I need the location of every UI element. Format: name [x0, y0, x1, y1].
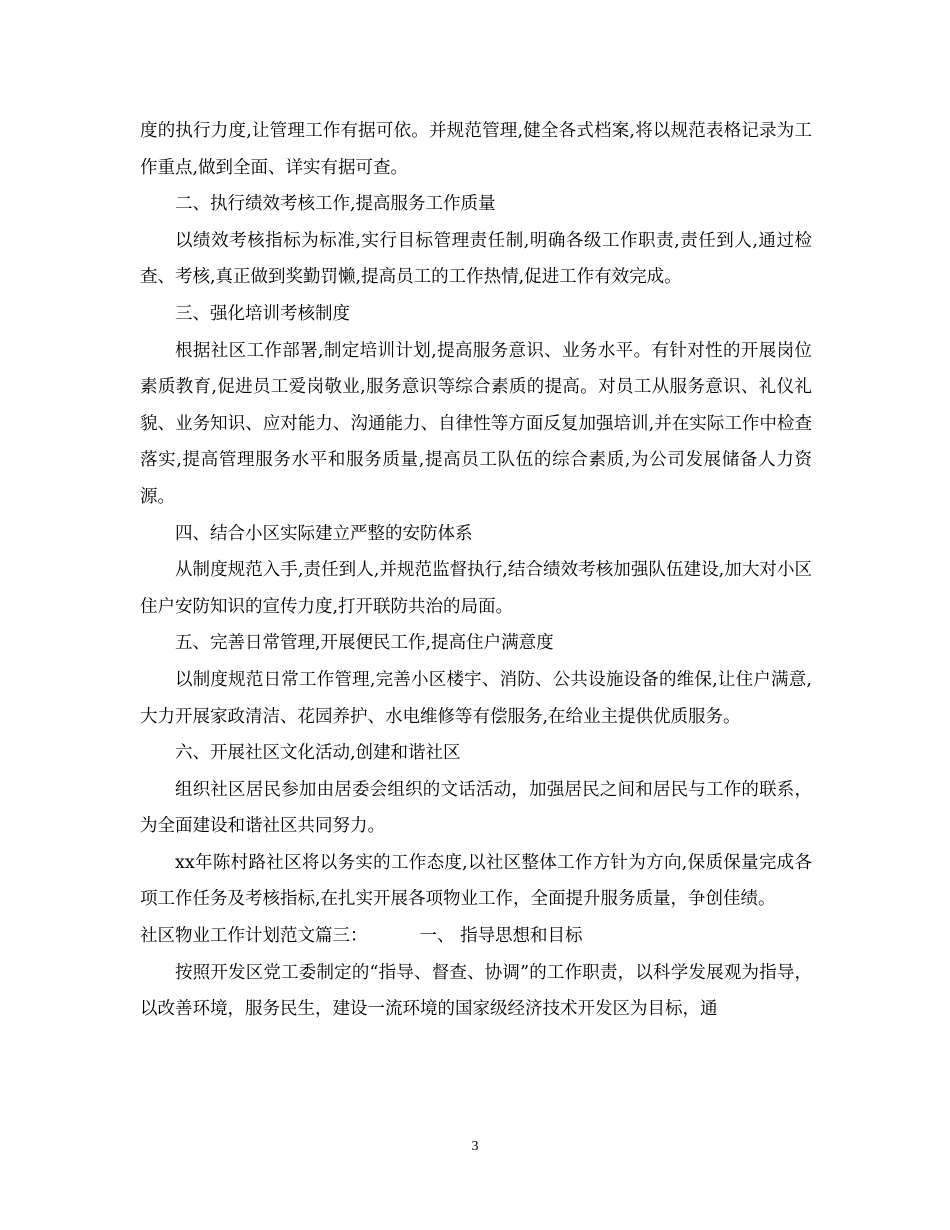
heading-section-4: 四、结合小区实际建立严整的安防体系 — [175, 523, 473, 544]
heading-section-5: 五、完善日常管理,开展便民工作,提高住户满意度 — [175, 633, 554, 654]
section-subheading: 一、 指导思想和目标 — [419, 926, 583, 947]
paragraph-continued: 度的执行力度,让管理工作有据可依。并规范管理,健全各式档案,将以规范表格记录为工作重点,做到全面、详实有据可查。 — [140, 121, 812, 178]
heading-section-3: 三、强化培训考核制度 — [175, 303, 350, 324]
paragraph-culture: 组织社区居民参加由居委会组织的文话活动，加强居民之间和居民与工作的联系，为全面建设和谐社区共同努力。 — [140, 779, 812, 837]
document-body — [140, 113, 812, 1028]
heading-section-2: 二、执行绩效考核工作,提高服务工作质量 — [175, 194, 496, 215]
heading-section-6: 六、开展社区文化活动,创建和谐社区 — [175, 743, 461, 764]
page-number: 3 — [471, 1139, 479, 1154]
paragraph-summary: xx年陈村路社区将以务实的工作态度,以社区整体工作方针为方向,保质保量完成各项工作任务及考核指标,在扎实开展各项物业工作，全面提升服务质量，争创佳绩。 — [140, 852, 812, 910]
paragraph-guiding-ideology: 按照开发区党工委制定的“指导、督查、协调”的工作职责，以科学发展观为指导，以改善环境，服务民生，建设一流环境的国家级经济技术开发区为目标，通 — [140, 962, 812, 1020]
paragraph-daily-management: 以制度规范日常工作管理,完善小区楼宇、消防、公共设施设备的维保,让住户满意,大力开展家政清洁、花园养护、水电维修等有偿服务,在给业主提供优质服务。 — [140, 669, 812, 727]
paragraph-security: 从制度规范入手,责任到人,并规范监督执行,结合绩效考核加强队伍建设,加大对小区住户安防知识的宣传力度,打开联防共治的局面。 — [140, 560, 812, 617]
paragraph-performance: 以绩效考核指标为标准,实行目标管理责任制,明确各级工作职责,责任到人,通过检查、考核,真正做到奖勤罚懒,提高员工的工作热情,促进工作有效完成。 — [140, 230, 812, 288]
section-title-line — [140, 918, 812, 955]
section-title: 社区物业工作计划范文篇三： — [140, 926, 368, 947]
paragraph-training: 根据社区工作部署,制定培训计划,提高服务意识、业务水平。有针对性的开展岗位素质教育,促进员工爱岗敬业,服务意识等综合素质的提高。对员工从服务意识、礼仪礼貌、业务知识、应对能力、沟通能力、自律性等方面反复加强培训,并在实际工作中检查落实,提高管理服务水平和服务质量,提高员工队伍的综合素质,为公司发展储备人力资源。 — [140, 340, 812, 507]
